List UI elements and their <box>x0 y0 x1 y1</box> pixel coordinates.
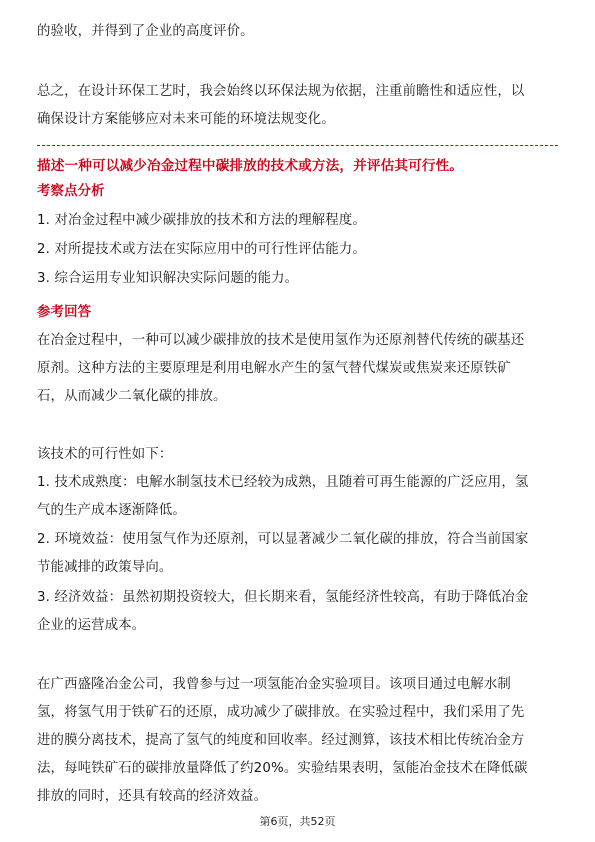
case-line-1: 在广西盛隆冶金公司，我曾参与过一项氢能冶金实验项目。该项目通过电解水制 <box>37 677 511 692</box>
feasibility-item-2-line-2: 节能减排的政策导向。 <box>37 560 173 575</box>
feasibility-item-3-line-2: 企业的运营成本。 <box>37 618 146 633</box>
question-title: 描述一种可以减少冶金过程中碳排放的技术或方法，并评估其可行性。 <box>37 158 464 174</box>
answer-paragraph-line-1: 在冶金过程中，一种可以减少碳排放的技术是使用氢作为还原剂替代传统的碳基还 <box>37 333 525 348</box>
analysis-item-2: 2. 对所提技术或方法在实际应用中的可行性评估能力。 <box>37 242 366 257</box>
answer-heading: 参考回答 <box>37 305 92 320</box>
analysis-item-3: 3. 综合运用专业知识解决实际问题的能力。 <box>37 271 299 286</box>
case-line-5: 排放的同时，还具有较高的经济效益。 <box>37 789 268 804</box>
section-divider <box>37 145 558 147</box>
feasibility-intro: 该技术的可行性如下： <box>37 447 173 462</box>
feasibility-item-3-line-1: 3. 经济效益：虽然初期投资较大，但长期来看，氢能经济性较高，有助于降低冶金 <box>37 590 529 605</box>
answer-paragraph-line-2: 原剂。这种方法的主要原理是利用电解水产生的氢气替代煤炭或焦炭来还原铁矿 <box>37 361 511 376</box>
feasibility-item-1-line-2: 气的生产成本逐渐降低。 <box>37 503 186 518</box>
summary-line-1: 总之，在设计环保工艺时，我会始终以环保法规为依据，注重前瞻性和适应性，以 <box>37 84 525 99</box>
feasibility-item-2-line-1: 2. 环境效益：使用氢气作为还原剂，可以显著减少二氧化碳的排放，符合当前国家 <box>37 532 529 547</box>
page-number: 第6页，共52页 <box>259 815 336 828</box>
case-line-3: 进的膜分离技术，提高了氢气的纯度和回收率。经过测算，该技术相比传统冶金方 <box>37 733 525 748</box>
summary-line-2: 确保设计方案能够应对未来可能的环境法规变化。 <box>37 112 335 127</box>
answer-paragraph-line-3: 石，从而减少二氧化碳的排放。 <box>37 389 227 404</box>
analysis-item-1: 1. 对冶金过程中减少碳排放的技术和方法的理解程度。 <box>37 213 366 228</box>
case-line-4: 法，每吨铁矿石的碳排放量降低了约20%。实验结果表明，氢能冶金技术在降低碳 <box>37 761 528 776</box>
feasibility-item-1-line-1: 1. 技术成熟度：电解水制氢技术已经较为成熟，且随着可再生能源的广泛应用，氢 <box>37 475 529 490</box>
case-line-2: 氢，将氢气用于铁矿石的还原，成功减少了碳排放。在实验过程中，我们采用了先 <box>37 705 525 720</box>
intro-line: 的验收，并得到了企业的高度评价。 <box>37 24 254 39</box>
analysis-heading: 考察点分析 <box>37 184 105 199</box>
